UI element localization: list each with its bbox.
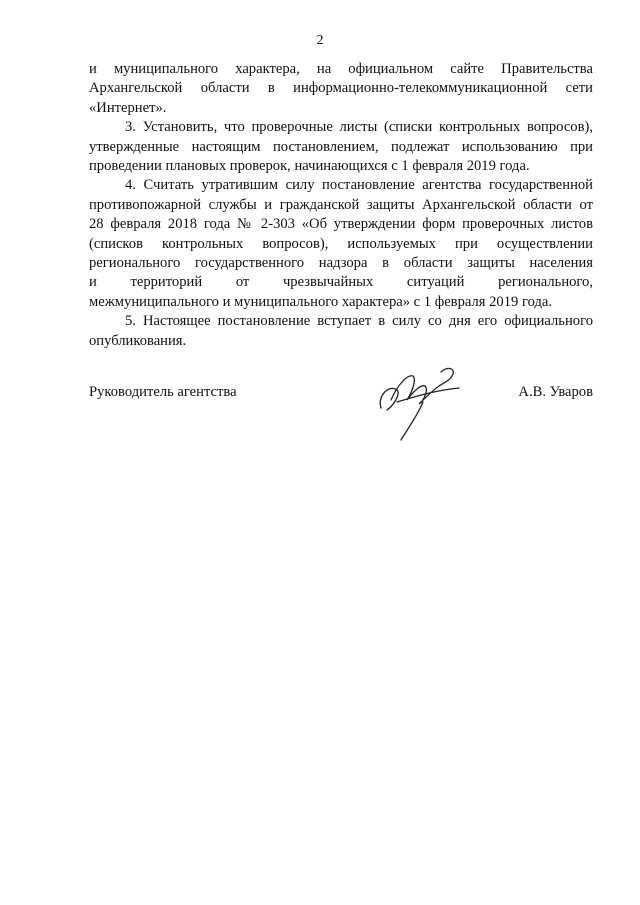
text-line: «Интернет».: [89, 99, 167, 116]
text-line: и муниципального характера, на официальном сайте Правительства: [89, 61, 593, 77]
signature-block: [89, 370, 593, 460]
text-line: (списков контрольных вопросов), используемых при осуществлении: [89, 235, 593, 252]
signer-role: Руководитель агентства: [89, 384, 237, 400]
text-line: и территорий от чрезвычайных ситуаций регионального,: [89, 274, 593, 291]
page-number: 2: [316, 33, 324, 48]
text-line: 5. Настоящее постановление вступает в силу со дня его официального: [125, 313, 593, 330]
paragraph-continuation: [89, 60, 593, 118]
paragraph-item-5: [89, 312, 593, 351]
paragraph-item-3: [89, 118, 593, 176]
text-line: Архангельской области в информационно-телекоммуникационной сети: [89, 80, 593, 97]
text-line: 28 февраля 2018 года № 2-303 «Об утверждении форм проверочных листов: [89, 216, 593, 233]
signer-name: А.В. Уваров: [518, 384, 593, 400]
document-body: [89, 60, 593, 351]
text-line: регионального государственного надзора в области защиты населения: [89, 255, 593, 272]
text-line: межмуниципального и муниципального характера» с 1 февраля 2019 года.: [89, 293, 553, 310]
text-line: 3. Установить, что проверочные листы (списки контрольных вопросов),: [125, 119, 593, 136]
text-line: противопожарной службы и гражданской защиты Архангельской области от: [89, 196, 593, 213]
text-line: утвержденные настоящим постановлением, подлежат использованию при: [89, 138, 593, 155]
paragraph-item-4: [89, 176, 593, 312]
text-line: проведении плановых проверок, начинающихся с 1 февраля 2019 года.: [89, 158, 530, 175]
text-line: опубликования.: [89, 332, 187, 349]
handwritten-signature: [367, 356, 465, 446]
text-line: 4. Считать утратившим силу постановление агентства государственной: [125, 177, 593, 194]
